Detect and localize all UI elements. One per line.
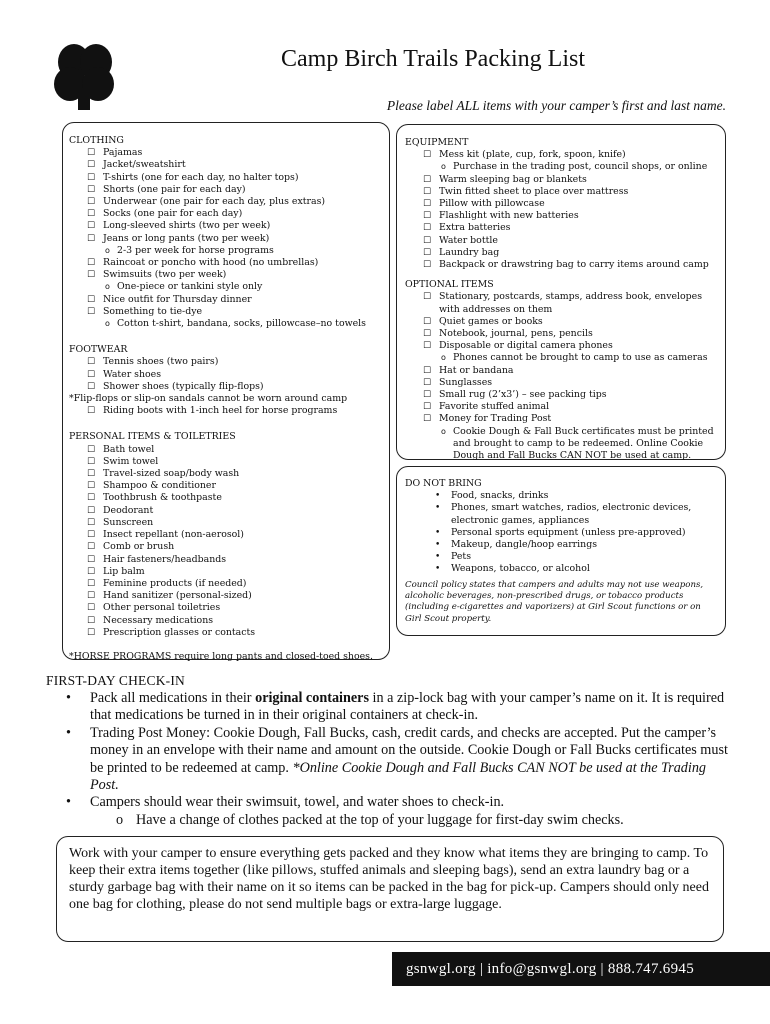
equipment-title: EQUIPMENT xyxy=(405,137,469,148)
clothing-footwear-personal-box xyxy=(62,122,390,660)
checklist-item-label: Water shoes xyxy=(103,368,162,380)
checklist-item-label: Purchase in the trading post, council shops, or online xyxy=(453,161,708,173)
checkin-subitem-clothes: o Have a change of clothes packed at the top of your luggage for first-day swim checks. xyxy=(116,811,624,828)
do-not-bring-item xyxy=(405,563,717,575)
checklist-item-label: Mess kit (plate, cup, fork, spoon, knife) xyxy=(439,149,626,161)
checklist-item-label: Money for Trading Post xyxy=(439,413,552,425)
checklist-item[interactable] xyxy=(405,389,717,401)
checklist-item[interactable] xyxy=(69,159,383,171)
checklist-item[interactable] xyxy=(69,554,383,566)
checklist-item-label: Backpack or drawstring bag to carry items around camp xyxy=(439,259,709,271)
bullet-icon: • xyxy=(435,527,441,538)
checklist-item[interactable] xyxy=(69,541,383,553)
checkin-item-money: • Trading Post Money: Cookie Dough, Fall Bucks, cash, credit cards, and checks are accepted. Put the camper’s money in an envelope with their name and amount on the outside. Cookie Dough or Fall Bucks certificates must be printed to be redeemed at camp. *Online Cookie Dough and Fall Bucks CAN NOT be used at the Trading Post. xyxy=(66,724,728,794)
do-not-bring-item xyxy=(405,539,717,551)
checkbox-icon[interactable]: ☐ xyxy=(87,456,96,467)
checklist-item-label: Shorts (one pair for each day) xyxy=(103,183,246,195)
checkbox-icon[interactable]: ☐ xyxy=(87,517,96,528)
checklist-item[interactable] xyxy=(405,377,717,389)
checklist-item-label: Hand sanitizer (personal-sized) xyxy=(103,590,252,602)
footwear-list xyxy=(69,356,383,417)
checkbox-icon[interactable]: ☐ xyxy=(87,481,96,492)
do-not-bring-item xyxy=(405,551,717,563)
checklist-item-label: Flashlight with new batteries xyxy=(439,210,579,222)
checkbox-icon[interactable]: ☐ xyxy=(423,150,432,161)
checklist-item-label: Phones cannot be brought to camp to use as cameras xyxy=(453,352,708,364)
checkbox-icon[interactable]: ☐ xyxy=(423,199,432,210)
checklist-item-label: Favorite stuffed animal xyxy=(439,401,550,413)
checkbox-icon[interactable]: ☐ xyxy=(87,578,96,589)
checklist-item[interactable] xyxy=(69,196,383,208)
checkbox-icon[interactable]: ☐ xyxy=(87,233,96,244)
checkbox-icon[interactable]: ☐ xyxy=(423,223,432,234)
checkbox-icon[interactable]: ☐ xyxy=(87,542,96,553)
checklist-item-label: Extra batteries xyxy=(439,222,511,234)
checklist-item[interactable] xyxy=(69,172,383,184)
checklist-item[interactable] xyxy=(69,208,383,220)
checklist-item[interactable] xyxy=(69,405,383,417)
checklist-item-label: Small rug (2’x3’) – see packing tips xyxy=(439,389,607,401)
footer-contact: gsnwgl.org | info@gsnwgl.org | 888.747.6945 xyxy=(392,952,770,986)
checkbox-icon[interactable]: ☐ xyxy=(87,184,96,195)
checkbox-icon[interactable]: ☐ xyxy=(87,209,96,220)
checkbox-icon[interactable]: ☐ xyxy=(423,402,432,413)
checklist-item[interactable] xyxy=(69,529,383,541)
checklist-item[interactable] xyxy=(69,566,383,578)
checklist-item-label: Hair fasteners/headbands xyxy=(103,553,227,565)
checkbox-icon[interactable]: ☐ xyxy=(87,603,96,614)
checkbox-icon[interactable]: ☐ xyxy=(87,294,96,305)
checkbox-icon[interactable]: ☐ xyxy=(87,554,96,565)
do-not-bring-list xyxy=(405,490,717,575)
checklist-item[interactable] xyxy=(69,480,383,492)
checkbox-icon[interactable]: ☐ xyxy=(87,172,96,183)
checklist-item-label: Disposable or digital camera phones xyxy=(439,340,613,352)
do-not-bring-title: DO NOT BRING xyxy=(405,478,482,489)
checkbox-icon[interactable]: ☐ xyxy=(423,174,432,185)
do-not-bring-box xyxy=(396,466,726,636)
checklist-item-label: Warm sleeping bag or blankets xyxy=(439,173,587,185)
checkbox-icon[interactable]: ☐ xyxy=(423,377,432,388)
checklist-item-label: Sunglasses xyxy=(439,376,493,388)
checkbox-icon[interactable]: ☐ xyxy=(87,306,96,317)
checklist-item[interactable] xyxy=(405,149,717,161)
checkbox-icon[interactable]: ☐ xyxy=(423,292,432,303)
circle-bullet-icon: o xyxy=(105,282,110,292)
checklist-item-label: Riding boots with 1-inch heel for horse programs xyxy=(103,405,338,417)
work-with-camper-note: Work with your camper to ensure everything gets packed and they know what items they are bringing to camp. To keep their extra items together (like pillows, stuffed animals and sleeping bags), send an extra laundry bag or a sturdy garbage bag with their name on it so items can be packed in the bag for pick-up. Campers should only need one bag for clothing, please do not send multiple bags or extra-large luggage. xyxy=(56,836,724,942)
checkin-section xyxy=(46,690,736,829)
checklist-item-label: Toothbrush & toothpaste xyxy=(103,492,222,504)
checkbox-icon[interactable]: ☐ xyxy=(423,365,432,376)
checklist-subitem xyxy=(405,352,717,364)
clothing-list xyxy=(69,147,383,330)
checkbox-icon[interactable]: ☐ xyxy=(87,270,96,281)
checklist-item[interactable] xyxy=(405,413,717,425)
checklist-item-label: Nice outfit for Thursday dinner xyxy=(103,293,252,305)
horse-programs-note: *HORSE PROGRAMS require long pants and closed-toed shoes. xyxy=(69,650,373,662)
checkbox-icon[interactable]: ☐ xyxy=(87,406,96,417)
checkbox-icon[interactable]: ☐ xyxy=(423,260,432,271)
checklist-item-label: Feminine products (if needed) xyxy=(103,577,247,589)
checklist-item[interactable] xyxy=(69,306,383,318)
checklist-item[interactable] xyxy=(69,369,383,381)
checkbox-icon[interactable]: ☐ xyxy=(423,235,432,246)
checklist-subitem xyxy=(405,161,717,173)
checkbox-icon[interactable]: ☐ xyxy=(423,341,432,352)
checklist-item-label: Pajamas xyxy=(103,147,143,159)
checklist-item-label: Hat or bandana xyxy=(439,364,514,376)
checklist-item-label: Jacket/sweatshirt xyxy=(103,159,186,171)
checkbox-icon[interactable]: ☐ xyxy=(423,316,432,327)
checklist-item[interactable] xyxy=(69,269,383,281)
checklist-item-label: Sunscreen xyxy=(103,516,154,528)
circle-bullet-icon: o xyxy=(105,319,110,329)
checklist-item[interactable] xyxy=(405,222,717,234)
checklist-item[interactable] xyxy=(405,365,717,377)
checklist-item[interactable] xyxy=(405,198,717,210)
checkbox-icon[interactable]: ☐ xyxy=(423,390,432,401)
checklist-item[interactable] xyxy=(405,235,717,247)
checklist-item-label: Cotton t-shirt, bandana, socks, pillowcase–no towels xyxy=(117,318,366,330)
checkbox-icon[interactable]: ☐ xyxy=(87,615,96,626)
checklist-item-label: Shampoo & conditioner xyxy=(103,480,216,492)
do-not-bring-item xyxy=(405,502,717,526)
checklist-item-label: Necessary medications xyxy=(103,614,214,626)
checklist-item-label: Twin fitted sheet to place over mattress xyxy=(439,185,629,197)
page-title: Camp Birch Trails Packing List xyxy=(280,46,585,72)
do-not-bring-label: Phones, smart watches, radios, electronic devices, electronic games, appliances xyxy=(451,502,692,526)
page-subtitle: Please label ALL items with your camper’s first and last name. xyxy=(386,98,726,113)
checkbox-icon[interactable]: ☐ xyxy=(87,357,96,368)
checklist-item[interactable] xyxy=(405,247,717,259)
checklist-item[interactable] xyxy=(69,505,383,517)
checklist-item[interactable] xyxy=(405,316,717,328)
bullet-icon: • xyxy=(435,552,441,563)
checklist-item-label: Other personal toiletries xyxy=(103,602,221,614)
checklist-note xyxy=(69,393,383,405)
checklist-item[interactable] xyxy=(405,259,717,271)
checklist-item-label: Raincoat or poncho with hood (no umbrellas) xyxy=(103,257,319,269)
checklist-item-label: Bath towel xyxy=(103,443,155,455)
checklist-item[interactable] xyxy=(69,517,383,529)
checkbox-icon[interactable]: ☐ xyxy=(87,369,96,380)
checkbox-icon[interactable]: ☐ xyxy=(87,591,96,602)
circle-bullet-icon: o xyxy=(441,353,446,363)
checklist-item[interactable] xyxy=(69,590,383,602)
checklist-item-label: Long-sleeved shirts (two per week) xyxy=(103,220,271,232)
checklist-item[interactable] xyxy=(405,186,717,198)
checklist-item-label: 2-3 per week for horse programs xyxy=(117,244,274,256)
checklist-item[interactable] xyxy=(69,257,383,269)
checklist-item-label: Travel-sized soap/body wash xyxy=(103,468,240,480)
optional-title: OPTIONAL ITEMS xyxy=(405,279,494,291)
checkbox-icon[interactable]: ☐ xyxy=(423,414,432,425)
checklist-item[interactable] xyxy=(69,381,383,393)
checkbox-icon[interactable]: ☐ xyxy=(423,211,432,222)
checkbox-icon[interactable]: ☐ xyxy=(423,186,432,197)
circle-bullet-icon: o xyxy=(105,245,110,255)
checkbox-icon[interactable]: ☐ xyxy=(87,444,96,455)
checkbox-icon[interactable]: ☐ xyxy=(87,160,96,171)
checklist-subitem xyxy=(69,281,383,293)
do-not-bring-label: Personal sports equipment (unless pre-approved) xyxy=(451,526,686,538)
checklist-item-label: Stationary, postcards, stamps, address book, envelopes with addresses on them xyxy=(439,291,703,315)
checklist-item-label: Cookie Dough & Fall Buck certificates must be printed and brought to camp to be redeemed. Online Cookie Dough and Fall Bucks CAN NOT be used at camp. xyxy=(453,425,714,462)
checklist-item[interactable] xyxy=(69,444,383,456)
checklist-item-label: Deodorant xyxy=(103,504,154,516)
checklist-item-label: Pillow with pillowcase xyxy=(439,198,545,210)
checklist-item[interactable] xyxy=(69,615,383,627)
checklist-item[interactable] xyxy=(69,578,383,590)
checklist-item[interactable] xyxy=(69,184,383,196)
checklist-item[interactable] xyxy=(69,147,383,159)
checklist-subitem xyxy=(69,318,383,330)
checklist-item[interactable] xyxy=(69,492,383,504)
checklist-item-label: Swim towel xyxy=(103,455,159,467)
checkbox-icon[interactable]: ☐ xyxy=(87,530,96,541)
checklist-item-label: Shower shoes (typically flip-flops) xyxy=(103,380,264,392)
equipment-list xyxy=(405,149,717,271)
equipment-optional-box xyxy=(396,124,726,460)
do-not-bring-item xyxy=(405,490,717,502)
checkbox-icon[interactable]: ☐ xyxy=(87,197,96,208)
checklist-item[interactable] xyxy=(69,220,383,232)
checklist-item[interactable] xyxy=(405,328,717,340)
checklist-item[interactable] xyxy=(69,356,383,368)
bullet-icon: • xyxy=(435,540,441,551)
checkin-title: FIRST-DAY CHECK-IN xyxy=(46,673,185,688)
checkbox-icon[interactable]: ☐ xyxy=(87,258,96,269)
checklist-item-label: Quiet games or books xyxy=(439,315,543,327)
optional-list xyxy=(405,291,717,462)
checklist-item-label: Laundry bag xyxy=(439,246,500,258)
checkbox-icon[interactable]: ☐ xyxy=(87,627,96,638)
checklist-item-label: Prescription glasses or contacts xyxy=(103,626,256,638)
checkbox-icon[interactable]: ☐ xyxy=(423,247,432,258)
checklist-item[interactable] xyxy=(405,174,717,186)
checklist-item-label: Tennis shoes (two pairs) xyxy=(103,356,219,368)
checkin-item-swim: • Campers should wear their swimsuit, towel, and water shoes to check-in. xyxy=(66,794,505,811)
bullet-icon: • xyxy=(435,503,441,514)
checklist-item-label: Comb or brush xyxy=(103,541,175,553)
checklist-item[interactable] xyxy=(69,468,383,480)
checkbox-icon[interactable]: ☐ xyxy=(423,329,432,340)
bullet-icon: • xyxy=(435,491,441,502)
checklist-item[interactable] xyxy=(69,627,383,639)
checklist-item-label: Jeans or long pants (two per week) xyxy=(103,232,270,244)
personal-title: PERSONAL ITEMS & TOILETRIES xyxy=(69,431,236,443)
do-not-bring-item xyxy=(405,527,717,539)
checklist-item-label: Water bottle xyxy=(439,234,498,246)
checklist-item-label: *Flip-flops or slip-on sandals cannot be worn around camp xyxy=(69,393,348,405)
checklist-item[interactable] xyxy=(405,210,717,222)
checklist-item-label: Swimsuits (two per week) xyxy=(103,269,227,281)
checklist-item[interactable] xyxy=(405,291,717,315)
do-not-bring-label: Food, snacks, drinks xyxy=(451,490,549,502)
checklist-item-label: Notebook, journal, pens, pencils xyxy=(439,328,593,340)
circle-bullet-icon: o xyxy=(441,162,446,172)
checklist-item-label: Socks (one pair for each day) xyxy=(103,208,243,220)
checklist-subitem xyxy=(69,245,383,257)
footwear-title: FOOTWEAR xyxy=(69,344,128,356)
checklist-item-label: One-piece or tankini style only xyxy=(117,281,263,293)
checklist-item-label: Underwear (one pair for each day, plus extras) xyxy=(103,196,326,208)
checkbox-icon[interactable]: ☐ xyxy=(87,469,96,480)
checkbox-icon[interactable]: ☐ xyxy=(87,493,96,504)
checkbox-icon[interactable]: ☐ xyxy=(87,566,96,577)
do-not-bring-label: Makeup, dangle/hoop earrings xyxy=(451,539,598,551)
checklist-item-label: T-shirts (one for each day, no halter tops) xyxy=(103,171,299,183)
checklist-subitem xyxy=(405,426,717,463)
checklist-item[interactable] xyxy=(69,456,383,468)
bullet-icon: • xyxy=(435,564,441,575)
circle-bullet-icon: o xyxy=(116,811,124,828)
clothing-title: CLOTHING xyxy=(69,135,124,146)
checkbox-icon[interactable]: ☐ xyxy=(87,505,96,516)
checklist-item-label: Lip balm xyxy=(103,565,145,577)
council-policy: Council policy states that campers and adults may not use weapons, alcoholic beverages, non-prescribed drugs, or tobacco products (including e-cigarettes and vaporizers) at Girl Scout functions or on Girl Scout property. xyxy=(405,579,704,624)
checkin-item-medications: • Pack all medications in their original containers in a zip-lock bag with your camper’s name on it. It is required that medications be turned in in their original containers at check-in. xyxy=(66,690,725,724)
checklist-item[interactable] xyxy=(405,340,717,352)
checkbox-icon[interactable]: ☐ xyxy=(87,381,96,392)
checklist-item-label: Something to tie-dye xyxy=(103,305,203,317)
checklist-item[interactable] xyxy=(69,602,383,614)
circle-bullet-icon: o xyxy=(441,426,446,436)
checklist-item-label: Insect repellant (non-aerosol) xyxy=(103,529,244,541)
personal-list xyxy=(69,444,383,639)
checkbox-icon[interactable]: ☐ xyxy=(87,148,96,159)
checklist-item[interactable] xyxy=(69,294,383,306)
checklist-item[interactable] xyxy=(69,233,383,245)
checklist-item[interactable] xyxy=(405,401,717,413)
do-not-bring-label: Weapons, tobacco, or alcohol xyxy=(451,563,590,575)
checkbox-icon[interactable]: ☐ xyxy=(87,221,96,232)
do-not-bring-label: Pets xyxy=(451,551,472,563)
